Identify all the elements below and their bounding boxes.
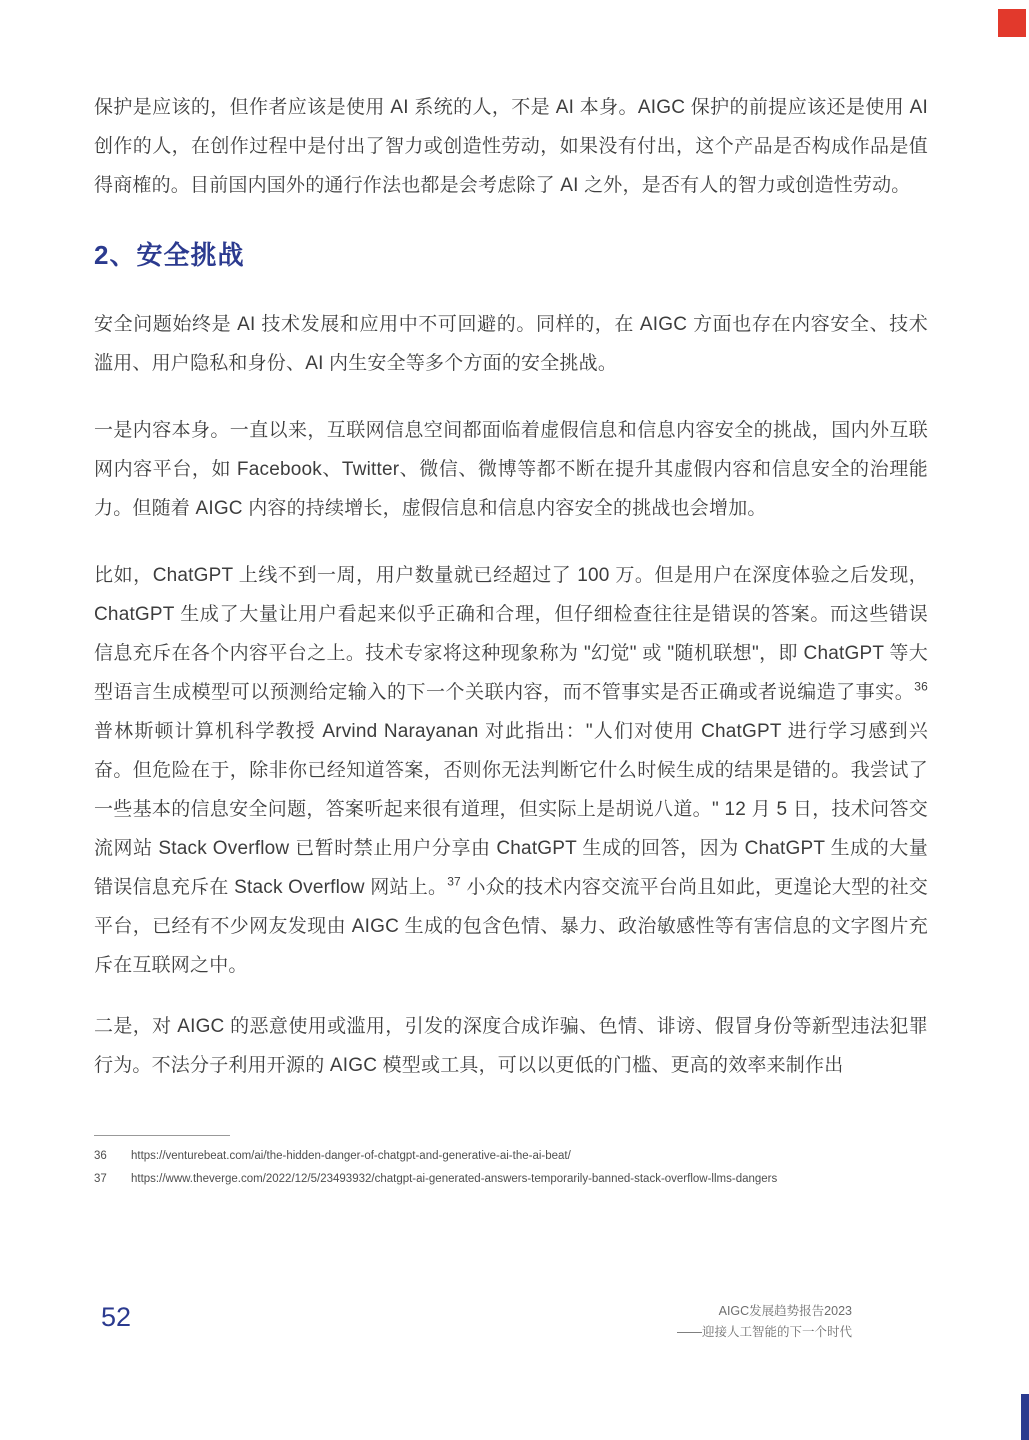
page-corner-marker [998, 9, 1026, 37]
page-number: 52 [101, 1302, 132, 1332]
footnote-ref-37[interactable]: 37 [447, 874, 461, 889]
footnote-36 [94, 1145, 928, 1168]
paragraph-text-segment: 比如，ChatGPT 上线不到一周，用户数量就已经超过了 100 万。但是用户在深度体验之后发现，ChatGPT 生成了大量让用户看起来似乎正确和合理，但仔细检查往往是错误的答案。而这些错误信息充斥在各个内容平台之上。技术专家将这种现象称为 "幻觉" 或 "随机联想"，即 ChatGPT 等大型语言生成模型可以预测给定输入的下一个关联内容，而不管事实是否正确或者说编造了事实。 [94, 565, 928, 703]
paragraph-aigc-misuse: 二是，对 AIGC 的恶意使用或滥用，引发的深度合成诈骗、色情、诽谤、假冒身份等新型违法犯罪行为。不法分子利用开源的 AIGC 模型或工具，可以以更低的门槛、更高的效率来制作出 [94, 1016, 928, 1076]
paragraph-text-segment: 小众的技术内容交流平台尚且如此，更遑论大型的社交平台，已经有不少网友发现由 AIGC 生成的包含色情、暴力、政治敏感性等有害信息的文字图片充斥在互联网之中。 [94, 877, 929, 976]
footnote-37 [94, 1168, 928, 1191]
footnote-url-link[interactable]: https://venturebeat.com/ai/the-hidden-danger-of-chatgpt-and-generative-ai-the-ai-beat/ [131, 1150, 571, 1162]
section-heading: 2、安全挑战 [94, 240, 245, 270]
paragraph-ai-copyright: 保护是应该的，但作者应该是使用 AI 系统的人，不是 AI 本身。AIGC 保护的前提应该还是使用 AI 创作的人，在创作过程中是付出了智力或创造性劳动，如果没有付出，这个产品是否构成作品是值得商榷的。目前国内国外的通行作法也都是会考虑除了 AI 之外，是否有人的智力或创造性劳动。 [94, 97, 928, 196]
footer-report-title: AIGC发展趋势报告2023 [718, 1304, 852, 1318]
paragraph-text-segment: 普林斯顿计算机科学教授 Arvind Narayanan 对此指出："人们对使用 ChatGPT 进行学习感到兴奋。但危险在于，除非你已经知道答案，否则你无法判断它什么时候生成的结果是错的。我尝试了一些基本的信息安全问题，答案听起来很有道理，但实际上是胡说八道。" 12 月 5 日，技术问答交流网站 Stack Overflow 已暂时禁止用户分享由 ChatGPT 生成的回答，因为 ChatGPT 生成的大量错误信息充斥在 Stack Overflow 网站上。 [94, 721, 928, 898]
footnote-number: 37 [94, 1173, 107, 1185]
paragraph-content-safety: 一是内容本身。一直以来，互联网信息空间都面临着虚假信息和信息内容安全的挑战，国内外互联网内容平台，如 Facebook、Twitter、微信、微博等都不断在提升其虚假内容和信息安全的治理能力。但随着 AIGC 内容的持续增长，虚假信息和信息内容安全的挑战也会增加。 [94, 420, 928, 519]
footnote-number: 36 [94, 1150, 107, 1162]
footnote-ref-36[interactable]: 36 [914, 679, 928, 694]
footnote-url-link[interactable]: https://www.theverge.com/2022/12/5/23493932/chatgpt-ai-generated-answers-temporarily-banned-stack-overflow-llms-dangers [131, 1173, 778, 1185]
footer-report-subtitle: ——迎接人工智能的下一个时代 [676, 1325, 852, 1339]
page-content [94, 88, 928, 1191]
footer-report-info [677, 1301, 852, 1343]
footnote-divider [94, 1135, 230, 1136]
paragraph-security-intro: 安全问题始终是 AI 技术发展和应用中不可回避的。同样的，在 AIGC 方面也存在内容安全、技术滥用、用户隐私和身份、AI 内生安全等多个方面的安全挑战。 [94, 314, 928, 374]
footer-corner-bar [1021, 1394, 1029, 1440]
footnotes-section [94, 1135, 928, 1191]
paragraph-chatgpt-errors [94, 556, 928, 985]
